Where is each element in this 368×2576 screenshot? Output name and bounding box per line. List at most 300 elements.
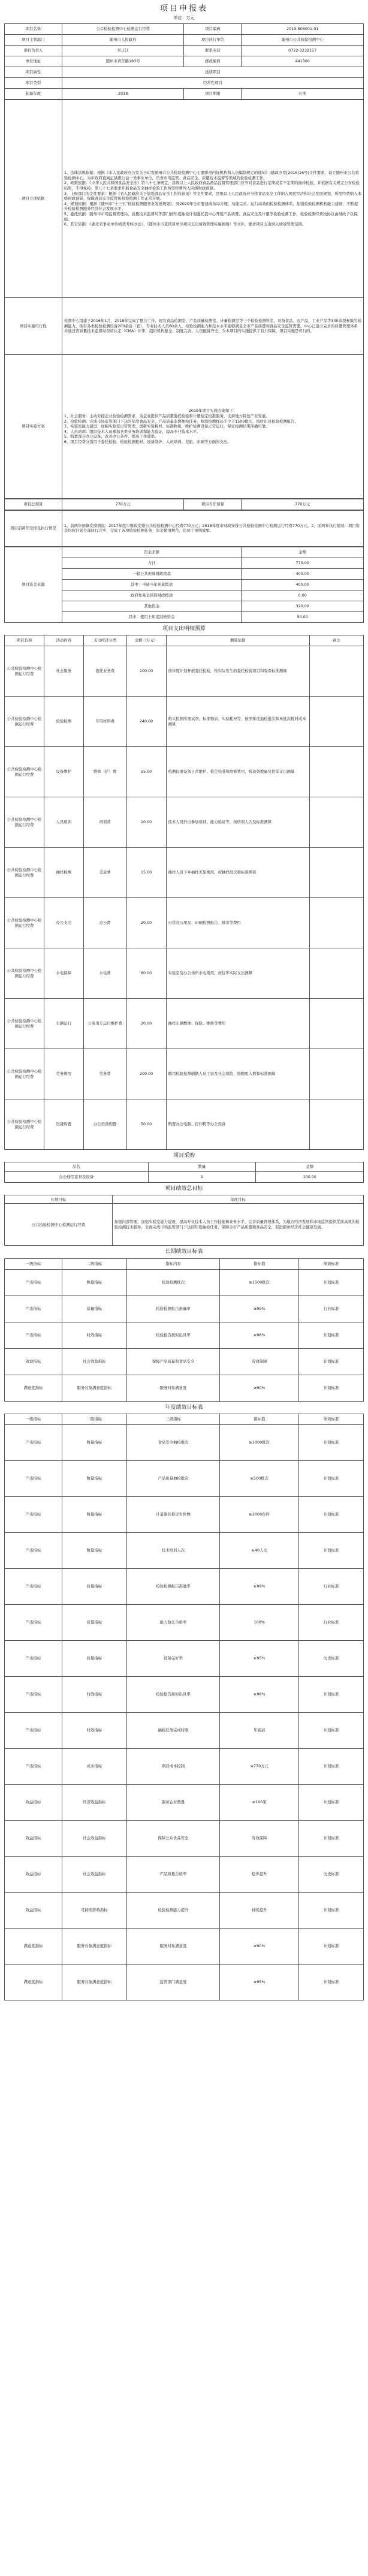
detail-project: 公共检验检测中心检测运行经费 xyxy=(5,999,44,1049)
detail-row xyxy=(5,697,364,747)
annual-row xyxy=(5,1784,364,1820)
annual-table xyxy=(4,1402,364,2000)
detail-project: 公共检验检测中心检测运行经费 xyxy=(5,898,44,948)
longterm-standard: 计划标准 xyxy=(299,1375,364,1401)
plan-header: 2019年项目实施方案如下： xyxy=(188,408,237,414)
longterm-level2: 服务对象满意度指标 xyxy=(62,1375,126,1401)
longterm-indicator: 服务对象满意度 xyxy=(126,1375,220,1401)
annual-level2: 社会效益指标 xyxy=(62,1820,126,1856)
annual-standard: 计划标准 xyxy=(299,1424,364,1460)
detail-activity: 设备维护 xyxy=(44,747,83,797)
annual-standard: 行业标准 xyxy=(299,1568,364,1604)
annual-indicator: 项目成本控制 xyxy=(126,1748,220,1784)
annual-standard: 计划标准 xyxy=(299,1892,364,1928)
annual-level2: 数量指标 xyxy=(62,1424,126,1460)
funding-source: 合计 xyxy=(62,558,242,568)
detail-amount: 15.00 xyxy=(126,848,166,898)
detail-amount: 55.00 xyxy=(126,747,166,797)
annual-level2: 数量指标 xyxy=(62,1532,126,1568)
project-info-table xyxy=(4,23,364,100)
goal-section-title: 项目绩效总目标 xyxy=(165,1186,203,1192)
detail-project: 公共检验检测中心检测运行经费 xyxy=(5,948,44,999)
info-row xyxy=(5,45,364,56)
detail-row xyxy=(5,747,364,797)
longterm-level2: 质量指标 xyxy=(62,1295,126,1322)
annual-value: 年底前 xyxy=(220,1712,299,1748)
info-row xyxy=(5,88,364,99)
longterm-level1: 产出指标 xyxy=(5,1269,62,1295)
detail-activity: 人员培训 xyxy=(44,797,83,848)
detail-amount: 20.00 xyxy=(126,898,166,948)
annual-level1: 效益指标 xyxy=(5,1856,62,1892)
detail-activity: 水电保障 xyxy=(44,948,83,999)
feasibility-row xyxy=(5,297,364,354)
annual-level2: 质量指标 xyxy=(62,1604,126,1640)
funding-amount: 0.00 xyxy=(242,590,364,601)
goal-table xyxy=(4,1183,364,1246)
detail-row xyxy=(5,1049,364,1099)
detail-header-cell: 活动内容 xyxy=(44,635,83,646)
annual-row xyxy=(5,1568,364,1604)
annual-row xyxy=(5,1964,364,2000)
annual-indicator: 计量器具检定台件数 xyxy=(126,1496,220,1532)
annual-standard: 计划标准 xyxy=(299,1964,364,2000)
detail-project: 公共检验检测中心检测运行经费 xyxy=(5,697,44,747)
detail-note xyxy=(310,747,364,797)
funding-label: 项目资金来源 xyxy=(5,547,62,622)
longterm-row xyxy=(5,1269,364,1295)
funding-table xyxy=(4,547,364,623)
annual-row xyxy=(5,1604,364,1640)
annual-header-cell: 二级指标 xyxy=(62,1414,126,1424)
longterm-level1: 产出指标 xyxy=(5,1322,62,1348)
purchase-header-cell: 品名 xyxy=(5,1162,149,1172)
annual-level1: 产出指标 xyxy=(5,1712,62,1748)
annual-level2: 社会效益指标 xyxy=(62,1856,126,1892)
detail-note xyxy=(310,848,364,898)
funding-source: 其中：使用上年度结转资金 xyxy=(62,611,242,622)
annual-row xyxy=(5,1496,364,1532)
info-label: 项目主管部门 xyxy=(5,34,62,45)
annual-level2: 服务对象满意度指标 xyxy=(62,1928,126,1964)
basis-text: 1、法律法规依据：根据《市人民政府办公室关于印发随州市公共检验检测中心主要职责内设机构和人员编制规定的通知》(随政办发[2016]16号)文件要求，设立随州市公共检验检测中心，为市政府直属正县级公益一类事业单位，负责市场监管、食品安全、质量技术监督等领域的检验检测工作。 2、政策依据：《中华人民共和国食品安全法》第八十七条规定，县级以上人民政府食品药品监督管理部门应当对食品进行定期或者不定期的抽样检验，并依据有关规定公布检验结果，不得免检；第八十七条要求开展食品安全抽样检验工作所需经费列入同级财政预算。 3、上级部门的文件要求：根据《省人民政府关于加强食品安全工作的意见》等文件要求，县级以上人民政府应当将食品安全工作纳入国民经济和社会发展规划，所需经费纳入本级财政预算，保障食品安全监管和检验检测工作正常开展。 4、规划依据：根据《随州市“十三五”检验检测服务业发展规划》，到2020年全市要建成布局合理、功能完善、运行高效的检验检测体系，加强检验检测机构能力建设，不断提升检验检测服务经济社会发展水平。 5、委托依据：随州市市场监督管理局、质量技术监督局等部门按年度抽检计划委托我中心开展产品质量、食品安全及计量等检验检测工作，检验检测经费按协议由财政予以保障。 6、其它依据：《湖北省事业单位绩效考核办法》、《随州市市直预算单位项目支出绩效管理实施细则》等文件，要求项目支出纳入绩效管理范围。 xyxy=(62,100,363,297)
detail-activity: 设备购置 xyxy=(44,1099,83,1150)
detail-project: 公共检验检测中心检测运行经费 xyxy=(5,646,44,697)
detail-row xyxy=(5,1099,364,1150)
longterm-row xyxy=(5,1295,364,1322)
annual-indicator: 产品质量合格率 xyxy=(126,1856,220,1892)
annual-standard: 计划标准 xyxy=(299,1460,364,1496)
annual-row xyxy=(5,1820,364,1856)
annual-indicator: 设备完好率 xyxy=(126,1640,220,1676)
detail-econ-class: 差旅费 xyxy=(83,848,126,898)
longterm-section-title: 长期绩效目标表 xyxy=(165,1249,203,1255)
detail-section-title: 项目支出明细预算 xyxy=(162,625,206,632)
funding-amount: 400.00 xyxy=(242,568,364,579)
detail-basis: 检测仪器设备日常维护、检定校准和维修费用，按设备数量及往年支出测算 xyxy=(166,747,310,797)
annual-level1: 产出指标 xyxy=(5,1676,62,1712)
longterm-indicator: 保障产品质量和食品安全 xyxy=(126,1348,220,1375)
detail-project: 公共检验检测中心检测运行经费 xyxy=(5,1099,44,1150)
annual-value: 有效保障 xyxy=(220,1820,299,1856)
longterm-standard: 计划标准 xyxy=(299,1269,364,1295)
annual-row xyxy=(5,1676,364,1712)
longterm-header-cell: 一级指标 xyxy=(5,1258,62,1269)
longterm-level1: 满意度指标 xyxy=(5,1375,62,1401)
annual-level1: 满意度指标 xyxy=(5,1964,62,2000)
detail-basis: 实验室及办公场所水电费用，按往年实际支出测算 xyxy=(166,948,310,999)
funding-source: 一般公共预算财政拨款 xyxy=(62,568,242,579)
annual-level2: 数量指标 xyxy=(62,1460,126,1496)
annual-standard: 行业标准 xyxy=(299,1604,364,1640)
annual-row xyxy=(5,1928,364,1964)
detail-econ-class: 办公费 xyxy=(83,898,126,948)
longterm-level1: 效益指标 xyxy=(5,1348,62,1375)
longterm-level2: 时效指标 xyxy=(62,1322,126,1348)
detail-project: 公共检验检测中心检测运行经费 xyxy=(5,747,44,797)
funding-header-source: 资金来源 xyxy=(62,547,242,558)
annual-value: ≥500批次 xyxy=(220,1460,299,1496)
detail-econ-class: 委托业务费 xyxy=(83,646,126,697)
detail-row xyxy=(5,948,364,999)
info-label: 项目期限 xyxy=(184,88,242,99)
info-value: 经常性项目 xyxy=(62,77,363,88)
detail-activity: 车辆运行 xyxy=(44,999,83,1049)
annual-indicator: 检验检测报告准确率 xyxy=(126,1568,220,1604)
annual-standard: 计划标准 xyxy=(299,1928,364,1964)
detail-basis: 技术人员外出参加培训、能力验证等，按培训人次及标准测算 xyxy=(166,797,310,848)
longterm-header-cell: 指标内容 xyxy=(126,1258,220,1269)
annual-level2: 时效指标 xyxy=(62,1712,126,1748)
annual-value: ≥100家 xyxy=(220,1784,299,1820)
annual-indicator: 能力验证合格率 xyxy=(126,1604,220,1640)
longterm-table xyxy=(4,1246,364,1401)
annual-row xyxy=(5,1424,364,1460)
annual-value: ≥40人次 xyxy=(220,1532,299,1568)
unit-label: 单位：万元 xyxy=(173,15,195,20)
info-label: 项目执行单位 xyxy=(184,34,242,45)
longterm-row xyxy=(5,1348,364,1375)
funding-amount: 770.00 xyxy=(242,558,364,568)
detail-project: 公共检验检测中心检测运行经费 xyxy=(5,797,44,848)
annual-header-cell: 指标值 xyxy=(220,1414,299,1424)
info-label: 项目类型 xyxy=(5,77,62,88)
detail-activity: 社会服务 xyxy=(44,646,83,697)
annual-header-cell: 一级指标 xyxy=(5,1414,62,1424)
annual-indicator: 保障公众食品安全 xyxy=(126,1820,220,1856)
detail-note xyxy=(310,898,364,948)
annual-standard: 计划标准 xyxy=(299,1532,364,1568)
purchase-header-cell: 金额 xyxy=(256,1162,364,1172)
annual-level2: 服务对象满意度指标 xyxy=(62,1964,126,2000)
info-label: 起始年度 xyxy=(5,88,62,99)
detail-row xyxy=(5,999,364,1049)
info-value: 0722-3232157 xyxy=(242,45,364,56)
detail-basis: 抽样车辆燃油、保险、维修等费用 xyxy=(166,999,310,1049)
longterm-row xyxy=(5,1375,364,1401)
annual-indicator: 检验检测能力提升 xyxy=(126,1892,220,1928)
detail-amount: 240.00 xyxy=(126,697,166,747)
plan-label: 项目实施方案 xyxy=(5,354,62,498)
purchase-row xyxy=(5,1172,364,1183)
annual-level2: 经济效益指标 xyxy=(62,1784,126,1820)
info-value: 441300 xyxy=(242,56,364,67)
funding-amount: 400.00 xyxy=(242,579,364,590)
longterm-row xyxy=(5,1322,364,1348)
annual-standard: 计划标准 xyxy=(299,1676,364,1712)
info-label: 单位地址 xyxy=(5,56,62,67)
longterm-value: ≥90% xyxy=(220,1375,299,1401)
annual-header-cell: 绩效标准 xyxy=(299,1414,364,1424)
annual-standard: 历史标准 xyxy=(299,1856,364,1892)
annual-level2: 成本指标 xyxy=(62,1748,126,1784)
detail-header-cell: 测算依据 xyxy=(166,635,310,646)
info-value: 延续项目 xyxy=(62,67,363,77)
plan-row xyxy=(5,354,364,498)
purchase-qty: 1 xyxy=(148,1172,256,1183)
annual-row xyxy=(5,1460,364,1496)
budget-total-table xyxy=(4,499,364,510)
detail-row xyxy=(5,848,364,898)
detail-project: 公共检验检测中心检测运行经费 xyxy=(5,848,44,898)
longterm-header-cell: 绩效标准 xyxy=(299,1258,364,1269)
funding-source: 其他资金 xyxy=(62,601,242,611)
total-budget-value: 770万元 xyxy=(62,499,184,510)
annual-level1: 产出指标 xyxy=(5,1568,62,1604)
detail-note xyxy=(310,646,364,697)
annual-budget-label: 项目当年预算 xyxy=(184,499,242,510)
report-page xyxy=(4,0,364,2000)
annual-level2: 质量指标 xyxy=(62,1568,126,1604)
total-budget-label: 项目总预算 xyxy=(5,499,62,510)
annual-value: ≤770万元 xyxy=(220,1748,299,1784)
report-title: 项目申报表 xyxy=(159,4,208,13)
plan-text: 1、社会服务：主动对接企业检验检测需求，为企业提供产品质量委托检验和计量检定校准服务，支持地方特色产业发展。 2、检验检测：完成市场监管部门下达的年度食品安全、产品质量监督抽检任务，检验检测样品不少于1500批次，按时出具检验检测报告。 3、实验室能力建设：加强实验室日常管理，更新实验耗材、标准物质，维护检测设备正常运行，保证检测结果准确可靠。 4、人员培训：组织技术人员参加各类业务培训和能力验证，提高专业技术水平。 5、购置部分办公设备，改善办公条件，提高工作效率。 6、项目经费分别用于委托检验、检验检测耗材、设备维护、人员培训、差旅、印刷等方面的支出。 xyxy=(64,413,298,445)
goal-header-annual: 年度目标 xyxy=(112,1195,363,1204)
info-label: 项目负责人 xyxy=(5,45,62,56)
funding-amount: 50.00 xyxy=(242,611,364,622)
detail-amount: 100.00 xyxy=(126,646,166,697)
annual-indicator: 食品安全抽检批次 xyxy=(126,1424,220,1460)
annual-level1: 产出指标 xyxy=(5,1460,62,1496)
longterm-value: ≥99% xyxy=(220,1295,299,1322)
longterm-level2: 数量指标 xyxy=(62,1269,126,1295)
longterm-indicator: 检验检测报告准确率 xyxy=(126,1295,220,1322)
annual-row xyxy=(5,1748,364,1784)
annual-value: ≥2000台件 xyxy=(220,1496,299,1532)
detail-row xyxy=(5,797,364,848)
longterm-indicator: 检验报告按时出具率 xyxy=(126,1322,220,1348)
detail-header-cell: 支出经济分类 xyxy=(83,635,126,646)
feasibility-text: 检测中心组建于2016年1月，2018年完成了整合工作，现有食品检测室、产品质量检测室、计量检测室等三个检验检测科室，具备食品、农产品、工业产品等300余项参数的检测能力，拥有各类检验检测设备200余台（套），专业技术人员60余人，检验检测能力和技术水平能够满足全市产品质量和食品安全监管需要。中心已建立完善的质量管理体系并通过省质量技术监督局资质认定（CMA）评审，组织机构健全、制度完善、人员配备齐全，为本项目的实施提供了有力保障，项目实施是可行的。 xyxy=(62,297,363,354)
annual-level1: 效益指标 xyxy=(5,1784,62,1820)
info-value: 吴正江 xyxy=(62,45,184,56)
annual-indicator: 服务企业数量 xyxy=(126,1784,220,1820)
detail-note xyxy=(310,697,364,747)
info-value: 随州市青年路183号 xyxy=(62,56,184,67)
prior-text: 1、前两年预算安排情况：2017年度市财政安排公共检验检测中心经费770万元；2018年度市财政安排公共检验检测中心检测运行经费770万元。2、前两年执行情况：项目资金均按计划全部执行完毕，完成了各项检验检测任务，资金使用规范，达到了预期效果。 xyxy=(62,510,363,546)
detail-row xyxy=(5,898,364,948)
annual-level1: 满意度指标 xyxy=(5,1928,62,1964)
goal-longterm-text: 公共检验检测中心检测运行经费 xyxy=(5,1204,113,1246)
longterm-standard: 行业标准 xyxy=(299,1295,364,1322)
info-row xyxy=(5,67,364,77)
annual-budget-value: 770万元 xyxy=(242,499,364,510)
annual-row xyxy=(5,1892,364,1928)
annual-value: ≥98% xyxy=(220,1676,299,1712)
detail-table xyxy=(4,623,364,1150)
annual-standard: 计划标准 xyxy=(299,1496,364,1532)
prior-years-table xyxy=(4,510,364,547)
annual-level1: 产出指标 xyxy=(5,1640,62,1676)
annual-row xyxy=(5,1640,364,1676)
detail-row xyxy=(5,646,364,697)
detail-activity: 抽样检测 xyxy=(44,848,83,898)
annual-value: ≥1000批次 xyxy=(220,1424,299,1460)
basis-row xyxy=(5,100,364,297)
longterm-value: 有效保障 xyxy=(220,1348,299,1375)
detail-econ-class: 办公设备购置 xyxy=(83,1099,126,1150)
detail-activity: 劳务聘用 xyxy=(44,1049,83,1099)
info-label: 邮政编码 xyxy=(184,56,242,67)
annual-level1: 产出指标 xyxy=(5,1424,62,1460)
detail-header-cell: 金额（万元） xyxy=(126,635,166,646)
annual-value: ≥95% xyxy=(220,1964,299,2000)
project-description-table xyxy=(4,100,364,499)
detail-econ-class: 公务用车运行维护费 xyxy=(83,999,126,1049)
annual-standard: 计划标准 xyxy=(299,1748,364,1784)
annual-value: 持续提升 xyxy=(220,1892,299,1928)
annual-level2: 时效指标 xyxy=(62,1676,126,1712)
detail-amount: 60.00 xyxy=(126,948,166,999)
longterm-value: ≥98% xyxy=(220,1322,299,1348)
detail-econ-class: 维修（护）费 xyxy=(83,747,126,797)
detail-note xyxy=(310,948,364,999)
longterm-level1: 产出指标 xyxy=(5,1295,62,1322)
info-row xyxy=(5,56,364,67)
annual-value: 稳步提升 xyxy=(220,1856,299,1892)
prior-label: 项目前两年安排及执行情况 xyxy=(5,510,62,546)
annual-indicator: 服务对象满意度 xyxy=(126,1928,220,1964)
funding-source: 政府性基金预算财政拨款 xyxy=(62,590,242,601)
longterm-indicator: 检验检测批次 xyxy=(126,1269,220,1295)
info-label: 项目名称 xyxy=(5,23,62,34)
detail-basis: 购买检测所需试剂、标准物质、实验耗材等，按照年度抽检批次和单批次耗材成本测算 xyxy=(166,697,310,747)
detail-header-cell: 备注 xyxy=(310,635,364,646)
detail-note xyxy=(310,1049,364,1099)
annual-level2: 数量指标 xyxy=(62,1496,126,1532)
info-value: 2018 xyxy=(62,88,184,99)
detail-basis: 抽样人员下乡抽样差旅费用，按抽样批次和标准测算 xyxy=(166,848,310,898)
detail-basis: 日常办公用品、印刷检测报告、邮寄等费用 xyxy=(166,898,310,948)
annual-standard: 历史标准 xyxy=(299,1640,364,1676)
purchase-amount: 100.00 xyxy=(256,1172,364,1183)
annual-level1: 效益指标 xyxy=(5,1820,62,1856)
annual-level1: 产出指标 xyxy=(5,1496,62,1532)
longterm-level2: 社会效益指标 xyxy=(62,1348,126,1375)
info-value: 长期 xyxy=(242,88,364,99)
detail-basis: 购置办公电脑、打印机等办公设备 xyxy=(166,1099,310,1150)
annual-row xyxy=(5,1712,364,1748)
annual-indicator: 检验报告按时出具率 xyxy=(126,1676,220,1712)
annual-level1: 产出指标 xyxy=(5,1604,62,1640)
annual-standard: 计划标准 xyxy=(299,1820,364,1856)
detail-note xyxy=(310,797,364,848)
funding-header-amount: 金额 xyxy=(242,547,364,558)
annual-standard: 计划标准 xyxy=(299,1784,364,1820)
detail-amount: 200.00 xyxy=(126,1049,166,1099)
annual-level2: 质量指标 xyxy=(62,1640,126,1676)
info-value: 公共检验检测中心检测运行经费 xyxy=(62,23,184,34)
annual-indicator: 产品质量抽检批次 xyxy=(126,1460,220,1496)
purchase-table xyxy=(4,1150,364,1183)
info-label: 项目编码 xyxy=(184,23,242,34)
detail-amount: 10.00 xyxy=(126,797,166,848)
detail-note xyxy=(310,999,364,1049)
longterm-standard: 计划标准 xyxy=(299,1322,364,1348)
info-row xyxy=(5,77,364,88)
info-value: 随州市人民政府 xyxy=(62,34,184,45)
annual-row xyxy=(5,1856,364,1892)
info-row xyxy=(5,34,364,45)
detail-activity: 检验检测 xyxy=(44,697,83,747)
annual-row xyxy=(5,1532,364,1568)
goal-header-longterm: 长期目标 xyxy=(5,1195,113,1204)
detail-econ-class: 培训费 xyxy=(83,797,126,848)
detail-econ-class: 专用材料费 xyxy=(83,697,126,747)
annual-indicator: 技术培训人次 xyxy=(126,1532,220,1568)
annual-value: ≥99% xyxy=(220,1568,299,1604)
detail-note xyxy=(310,1099,364,1150)
info-label: 项目属性 xyxy=(5,67,62,77)
detail-project: 公共检验检测中心检测运行经费 xyxy=(5,1049,44,1099)
feasibility-label: 项目实施可行性 xyxy=(5,297,62,354)
purchase-item: 办公通用家具及设备 xyxy=(5,1172,149,1183)
funding-source: 其中：申请当年预算拨款 xyxy=(62,579,242,590)
longterm-header-cell: 指标值 xyxy=(220,1258,299,1269)
funding-amount: 320.00 xyxy=(242,601,364,611)
annual-indicator: 抽检任务完成时限 xyxy=(126,1712,220,1748)
annual-section-title: 年度绩效目标表 xyxy=(165,1404,203,1411)
annual-header-cell: 三级指标 xyxy=(126,1414,220,1424)
detail-amount: 50.00 xyxy=(126,1099,166,1150)
annual-level1: 效益指标 xyxy=(5,1892,62,1928)
purchase-header-cell: 数量 xyxy=(148,1162,256,1172)
longterm-value: ≥1500批次 xyxy=(220,1269,299,1295)
annual-value: ≥90% xyxy=(220,1928,299,1964)
detail-header-cell: 项目名称 xyxy=(5,635,44,646)
info-label: 联系电话 xyxy=(184,45,242,56)
info-value: 随州市公共检验检测中心 xyxy=(242,34,364,45)
basis-label: 项目立项依据 xyxy=(5,100,62,297)
annual-value: 100% xyxy=(220,1604,299,1640)
annual-level1: 产出指标 xyxy=(5,1748,62,1784)
annual-value: ≥95% xyxy=(220,1640,299,1676)
detail-econ-class: 劳务费 xyxy=(83,1049,126,1099)
annual-level1: 产出指标 xyxy=(5,1532,62,1568)
info-row xyxy=(5,23,364,34)
annual-indicator: 监管部门满意度 xyxy=(126,1964,220,2000)
annual-standard: 计划标准 xyxy=(299,1712,364,1748)
detail-econ-class: 水电费 xyxy=(83,948,126,999)
detail-amount: 20.00 xyxy=(126,999,166,1049)
longterm-header-cell: 二级指标 xyxy=(62,1258,126,1269)
annual-level2: 可持续影响指标 xyxy=(62,1892,126,1928)
detail-activity: 办公支出 xyxy=(44,898,83,948)
info-value: 2019-506001-01 xyxy=(242,23,364,34)
longterm-standard: 计划标准 xyxy=(299,1348,364,1375)
purchase-section-title: 项目采购 xyxy=(173,1153,195,1159)
